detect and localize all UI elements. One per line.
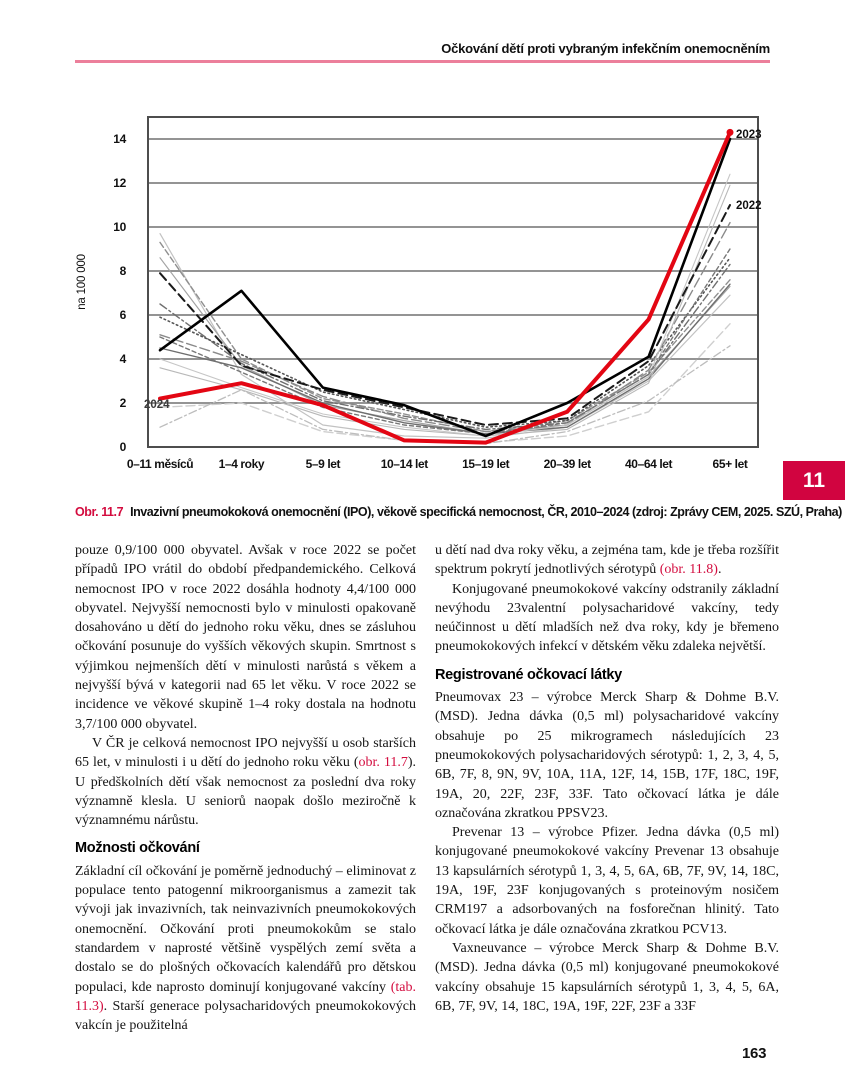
y-tick-label: 2 [119,396,126,410]
y-tick-label: 6 [119,308,126,322]
text-run: V ČR je celková nemocnost IPO nejvyšší u osob starších 65 let, v minulosti i u dětí do jednoho roku věku ( [75,735,416,771]
text-run: Konjugované pneumokokové vakcíny odstranily základní nevýhodu 23valentní polysacharidové vakcíny, tedy neúčinnost u dětí mladších než dva roky, kdy je břemeno pneumokokových infekcí v dětském věku zdaleka největší. [435,581,779,655]
body-paragraph [75,862,416,1036]
running-header: Očkování dětí proti vybraným infekčním onemocněním [441,41,770,56]
series-line-2018 [160,174,730,436]
chapter-tab [783,461,845,500]
body-paragraph [435,688,779,823]
series-line-2024 [160,132,730,442]
body-paragraph [435,823,779,939]
y-tick-label: 4 [119,352,126,366]
text-column-right [435,541,779,1016]
x-axis-label: 40–64 let [625,457,673,471]
series-line-2017 [160,185,730,436]
figure-ref: obr. 11.7 [358,755,408,771]
chart-annotation-2024: 2024 [144,399,170,411]
series-line-2010 [160,234,730,439]
x-axis-label: 65+ let [712,457,748,471]
figure-caption [75,505,842,519]
figure-ref: (tab. 11.3) [75,979,416,1014]
text-run: ). U předškolních dětí však nemocnost za poslední dva roky významně klesla. U seniorů naopak došlo meziročně k významnému nárůstu. [75,755,416,829]
text-run: u dětí nad dva roky věku, a zejména tam, kde je třeba rozšířit spektrum pokrytí jednotlivých sérotypů [435,543,779,578]
text-run: . [717,562,722,578]
figure-caption-label: Obr. 11.7 [75,505,124,519]
x-axis-label: 1–4 roky [218,457,265,471]
y-tick-label: 0 [119,440,126,454]
body-paragraph [75,541,416,734]
section-heading: Možnosti očkování [75,840,200,857]
body-paragraph [435,541,779,580]
x-axis-label: 0–11 měsíců [126,457,194,471]
y-tick-label: 10 [113,220,126,234]
page-number: 163 [742,1045,767,1062]
x-axis-label: 20–39 let [543,457,591,471]
text-run: Prevenar 13 – výrobce Pfizer. Jedna dávka (0,5 ml) konjugované pneumokokové vakcíny Prevenar 13 obsahuje 13 kapsulárních sérotypů 1, 3, 4, 5, 6A, 6B, 7F, 9V, 14, 18C, 19A, 19F, 23F konjugovaných s proteinovým nosičem CRM197 a adsorbovaných na fosforečnan hlinitý. Tato očkovací látka je dále označována zkratkou PCV13. [435,825,779,937]
y-tick-label: 12 [113,176,126,190]
ipo-chart [60,110,800,490]
series-line-2012 [160,258,730,434]
body-paragraph [435,939,779,1016]
section-heading: Registrované očkovací látky [435,666,622,683]
x-axis-label: 15–19 let [462,457,510,471]
series-line-2015 [160,223,730,432]
chart-annotation-2023: 2023 [736,129,762,141]
body-paragraph [75,734,416,830]
y-axis-title: na 100 000 [76,254,88,310]
text-run: Základní cíl očkování je poměrně jednoduchý – eliminovat z populace tento patogenní mikroorganismus a zamezit tak vývoji jak invazivních, tak neinvazivních pneumokokových onemocnění. Očkování proti pneumokokům se stalo standardem v naprosté většině vyspělých zemí světa a dostalo se do plošných očkovacích kalendářů pro dětskou populaci, kde naprosto dominují konjugované vakcíny [75,863,416,995]
body-paragraph [435,580,779,657]
text-run: . Starší generace polysacharidových pneumokokových vakcín je použitelná [75,998,416,1034]
series-line-2019 [160,249,730,434]
y-tick-label: 14 [113,132,126,146]
x-axis-label: 5–9 let [305,457,341,471]
figure-caption-text: Invazivní pneumokoková onemocnění (IPO), věkově specifická nemocnost, ČR, 2010–2024 (zdroj: Zprávy CEM, 2025. SZÚ, Praha) [130,505,842,519]
header-divider [75,60,770,63]
y-tick-label: 8 [119,264,126,278]
chart-annotation-2022: 2022 [736,200,762,212]
chapter-number: 11 [802,468,826,492]
series-end-dot-2024 [727,129,734,136]
text-run: pouze 0,9/100 000 obyvatel. Avšak v roce 2022 se počet případů IPO vrátil do období předpandemického. Celková nemocnost IPO v roce 2022 dosáhla hodnoty 4,4/100 000 obyvatel. Nejvyšší nemocnosti bylo v minulosti opakovaně dosahováno u dětí do jednoho roku věku, dnes se zásluhou očkování posunuje do vyšších věkových skupin. Smrtnost s výjimkou nejmenších dětí v minulosti narůstá s věkem a nejvyšší bývá v kategorii nad 65 let věku. V roce 2022 se incidence ve věkové skupině 1–4 roky dostala na hodnotu 3,7/100 000 obyvatel. [75,543,416,732]
text-column-left [75,541,416,1035]
text-run: Vaxneuvance – výrobce Merck Sharp & Dohme B.V. (MSD). Jedna dávka (0,5 ml) konjugované pneumokokové vakcíny obsahuje 15 kapsulárních sérotypů 1, 3, 4, 5, 6A, 6B, 7F, 9V, 14, 18C, 19A, 19F, 22F, 23F a 33F [435,940,779,1014]
x-axis-label: 10–14 let [380,457,428,471]
text-run: Pneumovax 23 – výrobce Merck Sharp & Dohme B.V. (MSD). Jedna dávka (0,5 ml) polysacharidové vakcíny obsahuje po 25 mikrogramech následujících 23 pneumokokových polysacharidových sérotypů: 1, 2, 3, 4, 5, 6B, 7F, 8, 9N, 9V, 10A, 11A, 12F, 14, 15B, 17F, 18C, 19F, 19A, 20, 22F, 23F, 33F. Tato očkovací látka je dále označována zkratkou PPSV23. [435,690,779,821]
figure-ref: (obr. 11.8) [659,562,718,578]
